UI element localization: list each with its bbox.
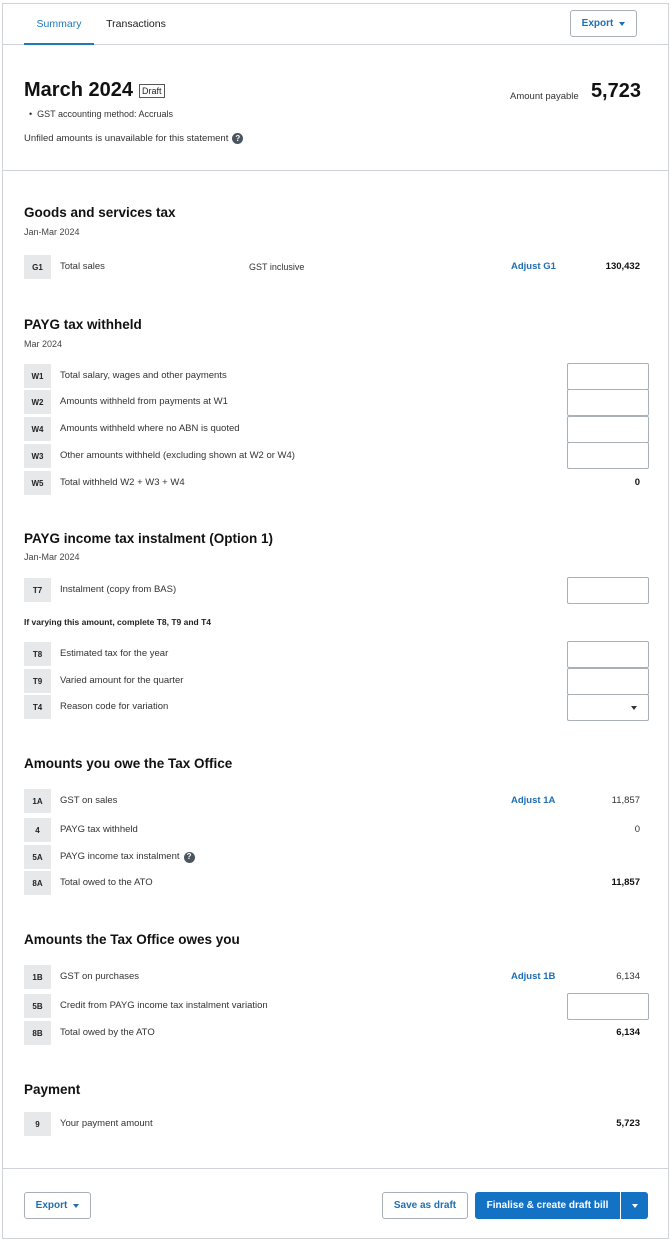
field-label: Total salary, wages and other payments (60, 370, 227, 381)
gst-method: • GST accounting method: Accruals (29, 109, 174, 119)
field-value: 6,134 (616, 1027, 640, 1038)
field-code: 5B (24, 994, 51, 1018)
caret-down-icon (73, 1204, 79, 1208)
row-1b (24, 965, 649, 989)
row-1a (24, 789, 649, 813)
tab-bar (3, 4, 668, 45)
w2-input[interactable] (567, 389, 649, 416)
t9-input[interactable] (567, 668, 649, 695)
t4-reason-select[interactable] (567, 694, 649, 721)
row-t9 (24, 669, 649, 693)
field-label: Credit from PAYG income tax instalment variation (60, 1000, 268, 1011)
w3-input[interactable] (567, 442, 649, 469)
field-label: Other amounts withheld (excluding shown at W2 or W4) (60, 450, 295, 461)
5b-input[interactable] (567, 993, 649, 1020)
field-code: W2 (24, 390, 51, 414)
field-label: Amounts withheld from payments at W1 (60, 396, 228, 407)
field-value: 6,134 (616, 971, 640, 982)
field-value: 5,723 (616, 1118, 640, 1129)
caret-down-icon (619, 22, 625, 26)
row-t8 (24, 642, 649, 666)
field-code: 9 (24, 1112, 51, 1136)
row-w5 (24, 471, 649, 495)
field-code: T9 (24, 669, 51, 693)
export-button-top[interactable] (570, 10, 637, 37)
field-code: W5 (24, 471, 51, 495)
section-title-payg-instalment: PAYG income tax instalment (Option 1) (24, 531, 274, 546)
adjust-1a-link[interactable]: Adjust 1A (511, 795, 556, 806)
field-label: Your payment amount (60, 1118, 153, 1129)
w1-input[interactable] (567, 363, 649, 390)
field-code: 8A (24, 871, 51, 895)
field-value: 11,857 (611, 795, 640, 806)
section-title-payment: Payment (24, 1082, 81, 1097)
footer-actions (3, 1168, 668, 1238)
finalise-options-button[interactable] (621, 1192, 648, 1219)
finalise-button[interactable]: Finalise & create draft bill (475, 1192, 620, 1219)
section-title-owe-ato: Amounts you owe the Tax Office (24, 756, 233, 771)
section-title-ato-owes: Amounts the Tax Office owes you (24, 932, 240, 947)
row-4 (24, 818, 649, 842)
adjust-g1-link[interactable]: Adjust G1 (511, 261, 556, 272)
field-label: Reason code for variation (60, 701, 169, 712)
variation-hint: If varying this amount, complete T8, T9 and T4 (24, 617, 212, 627)
field-note: GST inclusive (249, 262, 305, 272)
field-code: T4 (24, 695, 51, 719)
t8-input[interactable] (567, 641, 649, 668)
field-code: 5A (24, 845, 51, 869)
row-5b (24, 994, 649, 1018)
field-value: 130,432 (605, 261, 640, 272)
field-label: PAYG tax withheld (60, 824, 138, 835)
field-value: 0 (634, 824, 640, 835)
field-label: Total owed by the ATO (60, 1027, 155, 1038)
field-code: 1B (24, 965, 51, 989)
field-code: T7 (24, 578, 51, 602)
row-9 (24, 1112, 649, 1136)
bas-statement-panel (2, 3, 669, 1239)
caret-down-icon (632, 1204, 638, 1208)
field-label: Estimated tax for the year (60, 648, 169, 659)
save-draft-button[interactable]: Save as draft (382, 1192, 468, 1219)
field-label: GST on sales (60, 795, 118, 806)
row-w1 (24, 364, 649, 388)
field-code: W1 (24, 364, 51, 388)
row-8b (24, 1021, 649, 1045)
field-label: Total sales (60, 261, 105, 272)
tab-transactions[interactable]: Transactions (106, 18, 166, 30)
field-code: W4 (24, 417, 51, 441)
w4-input[interactable] (567, 416, 649, 443)
row-w2 (24, 390, 649, 414)
field-label: Instalment (copy from BAS) (60, 584, 177, 595)
page-title: March 2024 (24, 79, 133, 101)
help-icon[interactable]: ? (232, 133, 243, 144)
section-title-payg-withheld: PAYG tax withheld (24, 317, 142, 332)
section-period-payg-instalment: Jan-Mar 2024 (24, 552, 80, 562)
field-label: PAYG income tax instalment ? (60, 845, 195, 869)
field-label: Total owed to the ATO (60, 877, 153, 888)
field-value: 11,857 (611, 877, 640, 888)
help-icon[interactable]: ? (184, 852, 195, 863)
field-value: 0 (634, 477, 640, 488)
field-code: 1A (24, 789, 51, 813)
field-code: W3 (24, 444, 51, 468)
export-label: Export (35, 1200, 68, 1211)
section-title-gst: Goods and services tax (24, 205, 176, 220)
section-period-gst: Jan-Mar 2024 (24, 227, 80, 237)
row-8a (24, 871, 649, 895)
status-badge: Draft (139, 84, 165, 98)
row-w3 (24, 444, 649, 468)
field-code: G1 (24, 255, 51, 279)
unfiled-note: Unfiled amounts is unavailable for this statement ? (24, 133, 243, 144)
row-t4 (24, 695, 649, 719)
field-code: 4 (24, 818, 51, 842)
field-label: GST on purchases (60, 971, 140, 982)
tab-summary[interactable]: Summary (24, 4, 94, 45)
row-t7 (24, 578, 649, 602)
field-label: Varied amount for the quarter (60, 675, 184, 686)
amount-payable-value: 5,723 (590, 80, 641, 102)
export-label: Export (581, 18, 614, 29)
statement-header (3, 45, 668, 171)
row-w4 (24, 417, 649, 441)
row-5a (24, 845, 649, 869)
section-period-payg-withheld: Mar 2024 (24, 339, 63, 349)
caret-down-icon (631, 706, 637, 710)
t7-input[interactable] (567, 577, 649, 604)
adjust-1b-link[interactable]: Adjust 1B (511, 971, 556, 982)
field-code: T8 (24, 642, 51, 666)
amount-payable-label: Amount payable (510, 91, 579, 102)
field-label: Amounts withheld where no ABN is quoted (60, 423, 240, 434)
row-g1 (24, 255, 649, 279)
field-code: 8B (24, 1021, 51, 1045)
export-button-bottom[interactable] (24, 1192, 91, 1219)
field-label: Total withheld W2 + W3 + W4 (60, 477, 185, 488)
